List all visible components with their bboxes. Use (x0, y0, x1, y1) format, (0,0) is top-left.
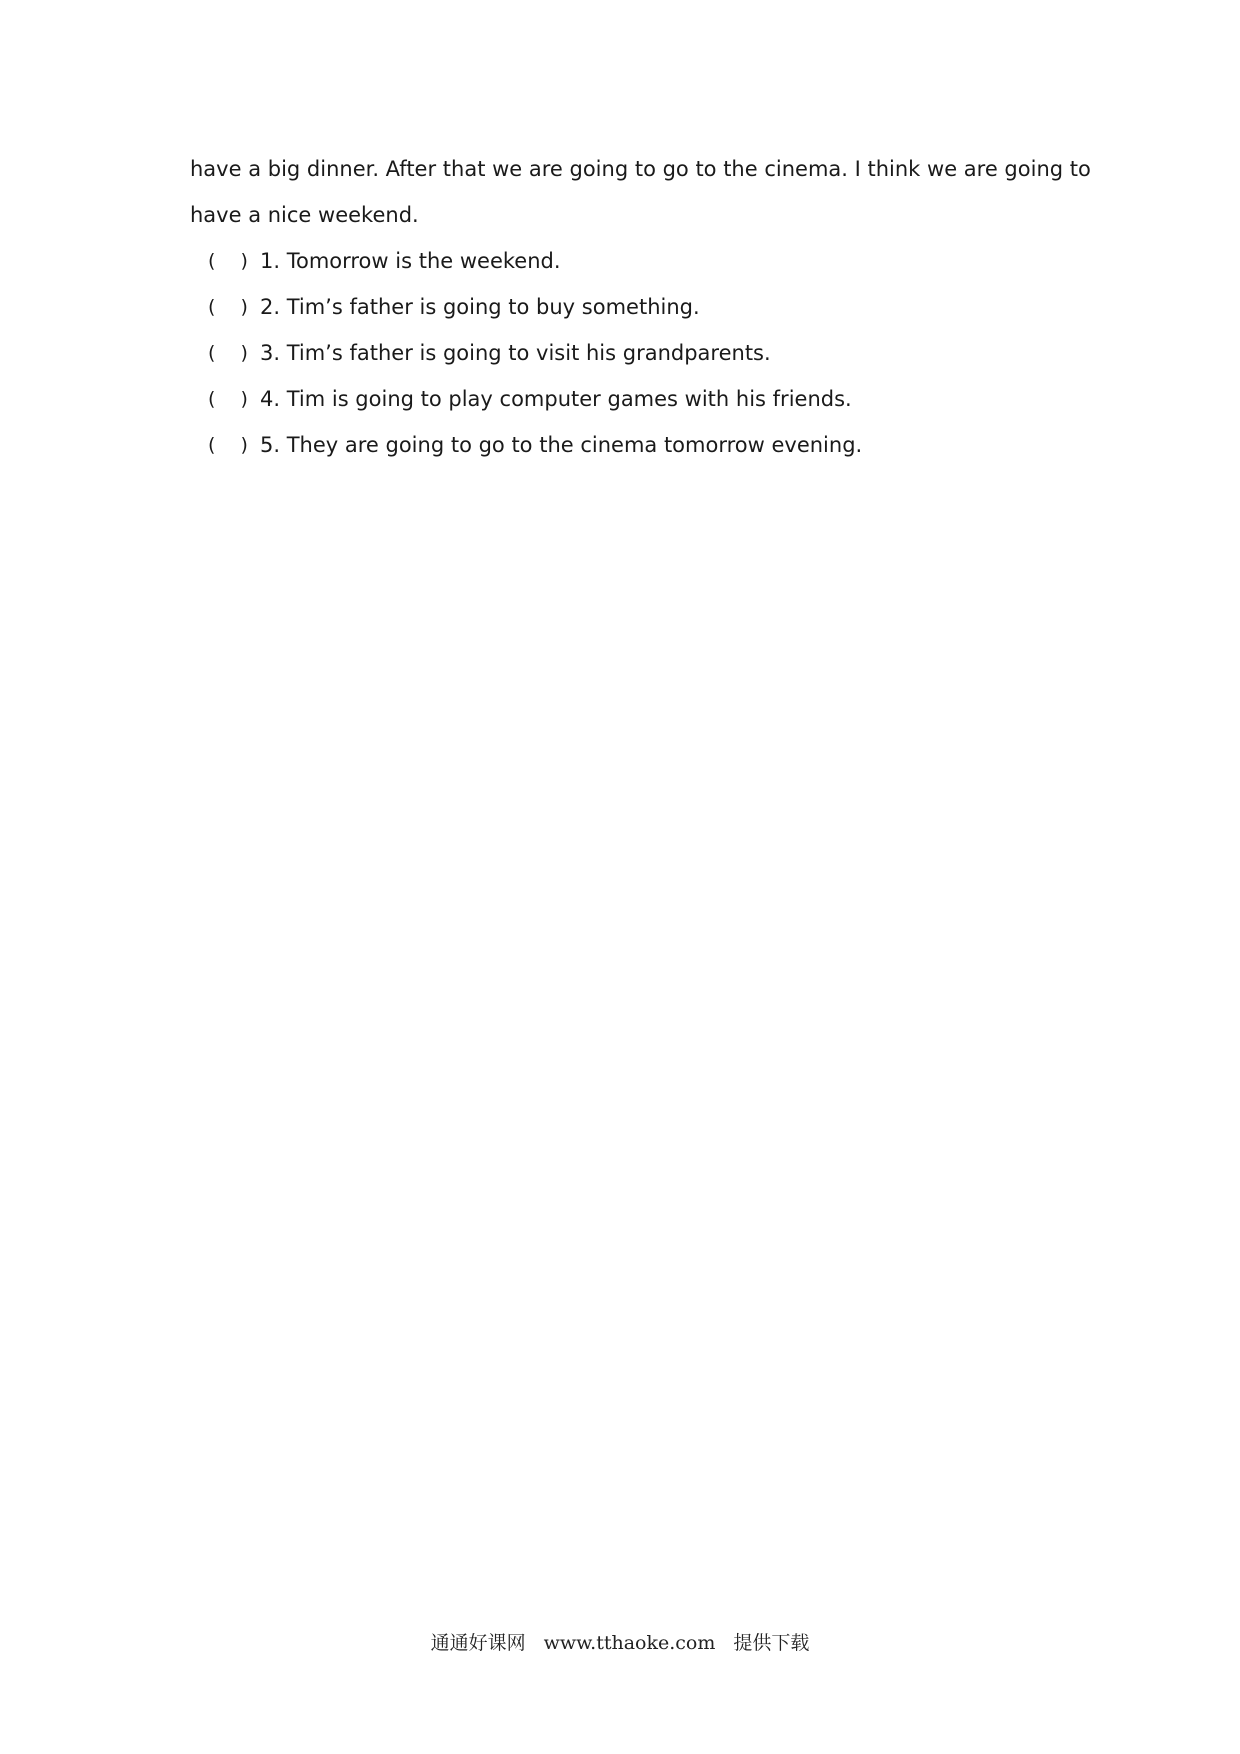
footer-note: 提供下载 (733, 1632, 810, 1654)
answer-blank[interactable]: ( ) (208, 434, 248, 456)
page-footer (0, 1628, 1240, 1655)
reading-section (190, 146, 1090, 468)
answer-blank[interactable]: ( ) (208, 388, 248, 410)
question-text: 1. Tomorrow is the weekend. (260, 249, 561, 273)
question-text: 4. Tim is going to play computer games with his friends. (260, 387, 852, 411)
footer-url[interactable]: www.tthaoke.com (543, 1632, 716, 1654)
question-text: 5. They are going to go to the cinema tomorrow evening. (260, 433, 863, 457)
answer-blank[interactable]: ( ) (208, 296, 248, 318)
answer-blank[interactable]: ( ) (208, 342, 248, 364)
question-item (190, 238, 1090, 284)
footer-site-name: 通通好课网 (430, 1632, 526, 1654)
passage-line: have a big dinner. After that we are going to go to the cinema. I think we are going to (190, 157, 1091, 181)
question-item (190, 422, 1090, 468)
passage-line: have a nice weekend. (190, 203, 419, 227)
question-item (190, 330, 1090, 376)
answer-blank[interactable]: ( ) (208, 250, 248, 272)
question-item (190, 284, 1090, 330)
question-text: 2. Tim’s father is going to buy something. (260, 295, 700, 319)
question-item (190, 376, 1090, 422)
question-text: 3. Tim’s father is going to visit his grandparents. (260, 341, 771, 365)
